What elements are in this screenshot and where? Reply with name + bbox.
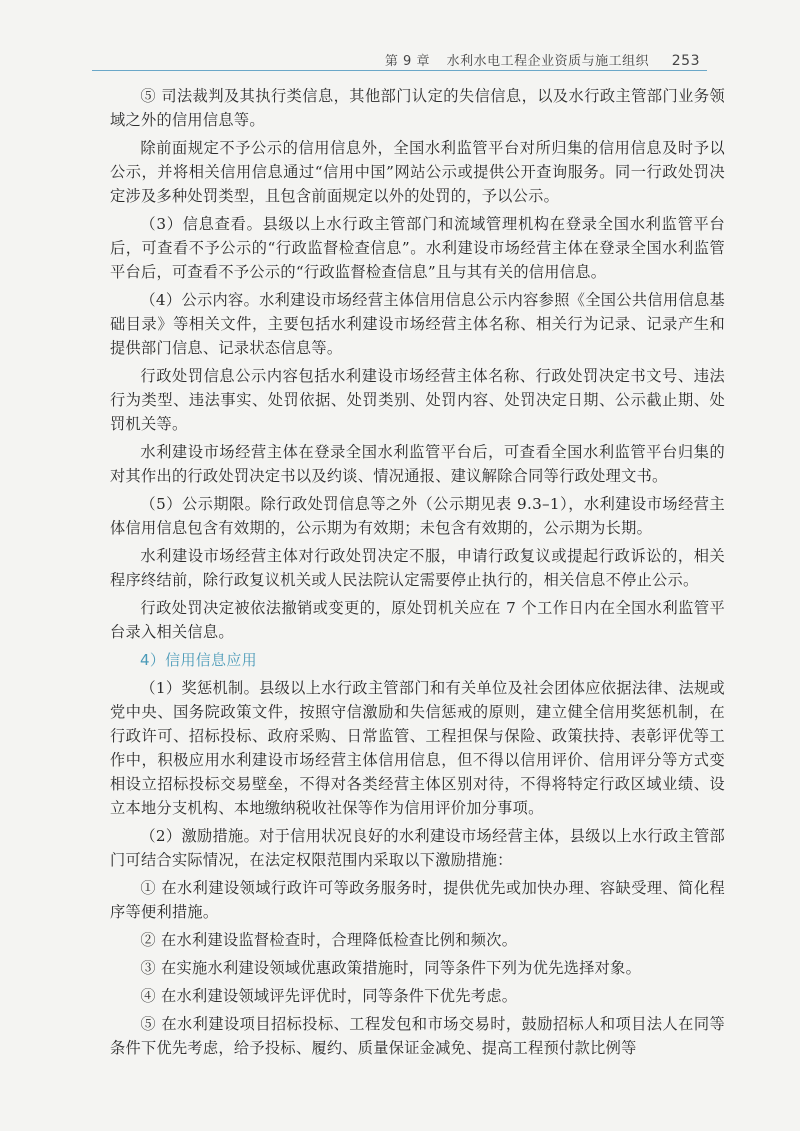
paragraph: ⑤ 司法裁判及其执行类信息，其他部门认定的失信信息，以及水行政主管部门业务领域之外的信用信息等。	[110, 87, 725, 129]
paragraph: 行政处罚信息公示内容包括水利建设市场经营主体名称、行政处罚决定书文号、违法行为类型、违法事实、处罚依据、处罚类别、处罚内容、处罚决定日期、公示截止期、处罚机关等。	[110, 367, 725, 433]
page-number: 253	[671, 53, 700, 69]
paragraph: （3）信息查看。县级以上水行政主管部门和流域管理机构在登录全国水利监管平台后，可查看不予公示的“行政监督检查信息”。水利建设市场经营主体在登录全国水利监管平台后，可查看不予公示的“行政监督检查信息”且与其有关的信用信息。	[110, 215, 725, 281]
body-text	[110, 84, 725, 1064]
chapter-label: 第 9 章	[384, 54, 430, 69]
paragraph: 除前面规定不予公示的信用信息外，全国水利监管平台对所归集的信用信息及时予以公示，并将相关信用信息通过“信用中国”网站公示或提供公开查询服务。同一行政处罚决定涉及多种处罚类型，且包含前面规定以外的处罚的，予以公示。	[110, 139, 725, 205]
paragraph: （4）公示内容。水利建设市场经营主体信用信息公示内容参照《全国公共信用信息基础目录》等相关文件，主要包括水利建设市场经营主体名称、相关行为记录、记录产生和提供部门信息、记录状态信息等。	[110, 291, 725, 357]
paragraph: （5）公示期限。除行政处罚信息等之外（公示期见表 9.3–1），水利建设市场经营主体信用信息包含有效期的，公示期为有效期；未包含有效期的，公示期为长期。	[110, 495, 725, 537]
chapter-title: 水利水电工程企业资质与施工组织	[446, 54, 650, 69]
paragraph: ③ 在实施水利建设领域优惠政策措施时，同等条件下列为优先选择对象。	[140, 959, 642, 977]
running-header	[0, 0, 800, 74]
paragraph: 水利建设市场经营主体在登录全国水利监管平台后，可查看全国水利监管平台归集的对其作出的行政处罚决定书以及约谈、情况通报、建议解除合同等行政处理文书。	[110, 443, 725, 485]
header-text	[385, 50, 700, 69]
paragraph: ④ 在水利建设领域评先评优时，同等条件下优先考虑。	[140, 987, 518, 1005]
paragraph: ⑤ 在水利建设项目招标投标、工程发包和市场交易时，鼓励招标人和项目法人在同等条件下优先考虑，给予投标、履约、质量保证金减免、提高工程预付款比例等	[110, 1015, 725, 1057]
paragraph: （1）奖惩机制。县级以上水行政主管部门和有关单位及社会团体应依据法律、法规或党中央、国务院政策文件，按照守信激励和失信惩戒的原则，建立健全信用奖惩机制，在行政许可、招标投标、政府采购、日常监管、工程担保与保险、政策扶持、表彰评优等工作中，积极应用水利建设市场经营主体信用信息，但不得以信用评价、信用评分等方式变相设立招标投标交易壁垒，不得对各类经营主体区别对待，不得将特定行政区域业绩、设立本地分支机构、本地缴纳税收社保等作为信用评价加分事项。	[110, 679, 725, 817]
header-divider	[92, 70, 707, 71]
paragraph: 水利建设市场经营主体对行政处罚决定不服，申请行政复议或提起行政诉讼的，相关程序终结前，除行政复议机关或人民法院认定需要停止执行的，相关信息不停止公示。	[110, 547, 725, 589]
paragraph: （2）激励措施。对于信用状况良好的水利建设市场经营主体，县级以上水行政主管部门可结合实际情况，在法定权限范围内采取以下激励措施：	[110, 827, 725, 869]
paragraph: 行政处罚决定被依法撤销或变更的，原处罚机关应在 7 个工作日内在全国水利监管平台录入相关信息。	[110, 599, 725, 641]
paragraph: ② 在水利建设监督检查时，合理降低检查比例和频次。	[140, 931, 518, 949]
section-subheading: 4）信用信息应用	[140, 651, 257, 669]
paragraph: ① 在水利建设领域行政许可等政务服务时，提供优先或加快办理、容缺受理、简化程序等便利措施。	[110, 879, 725, 921]
